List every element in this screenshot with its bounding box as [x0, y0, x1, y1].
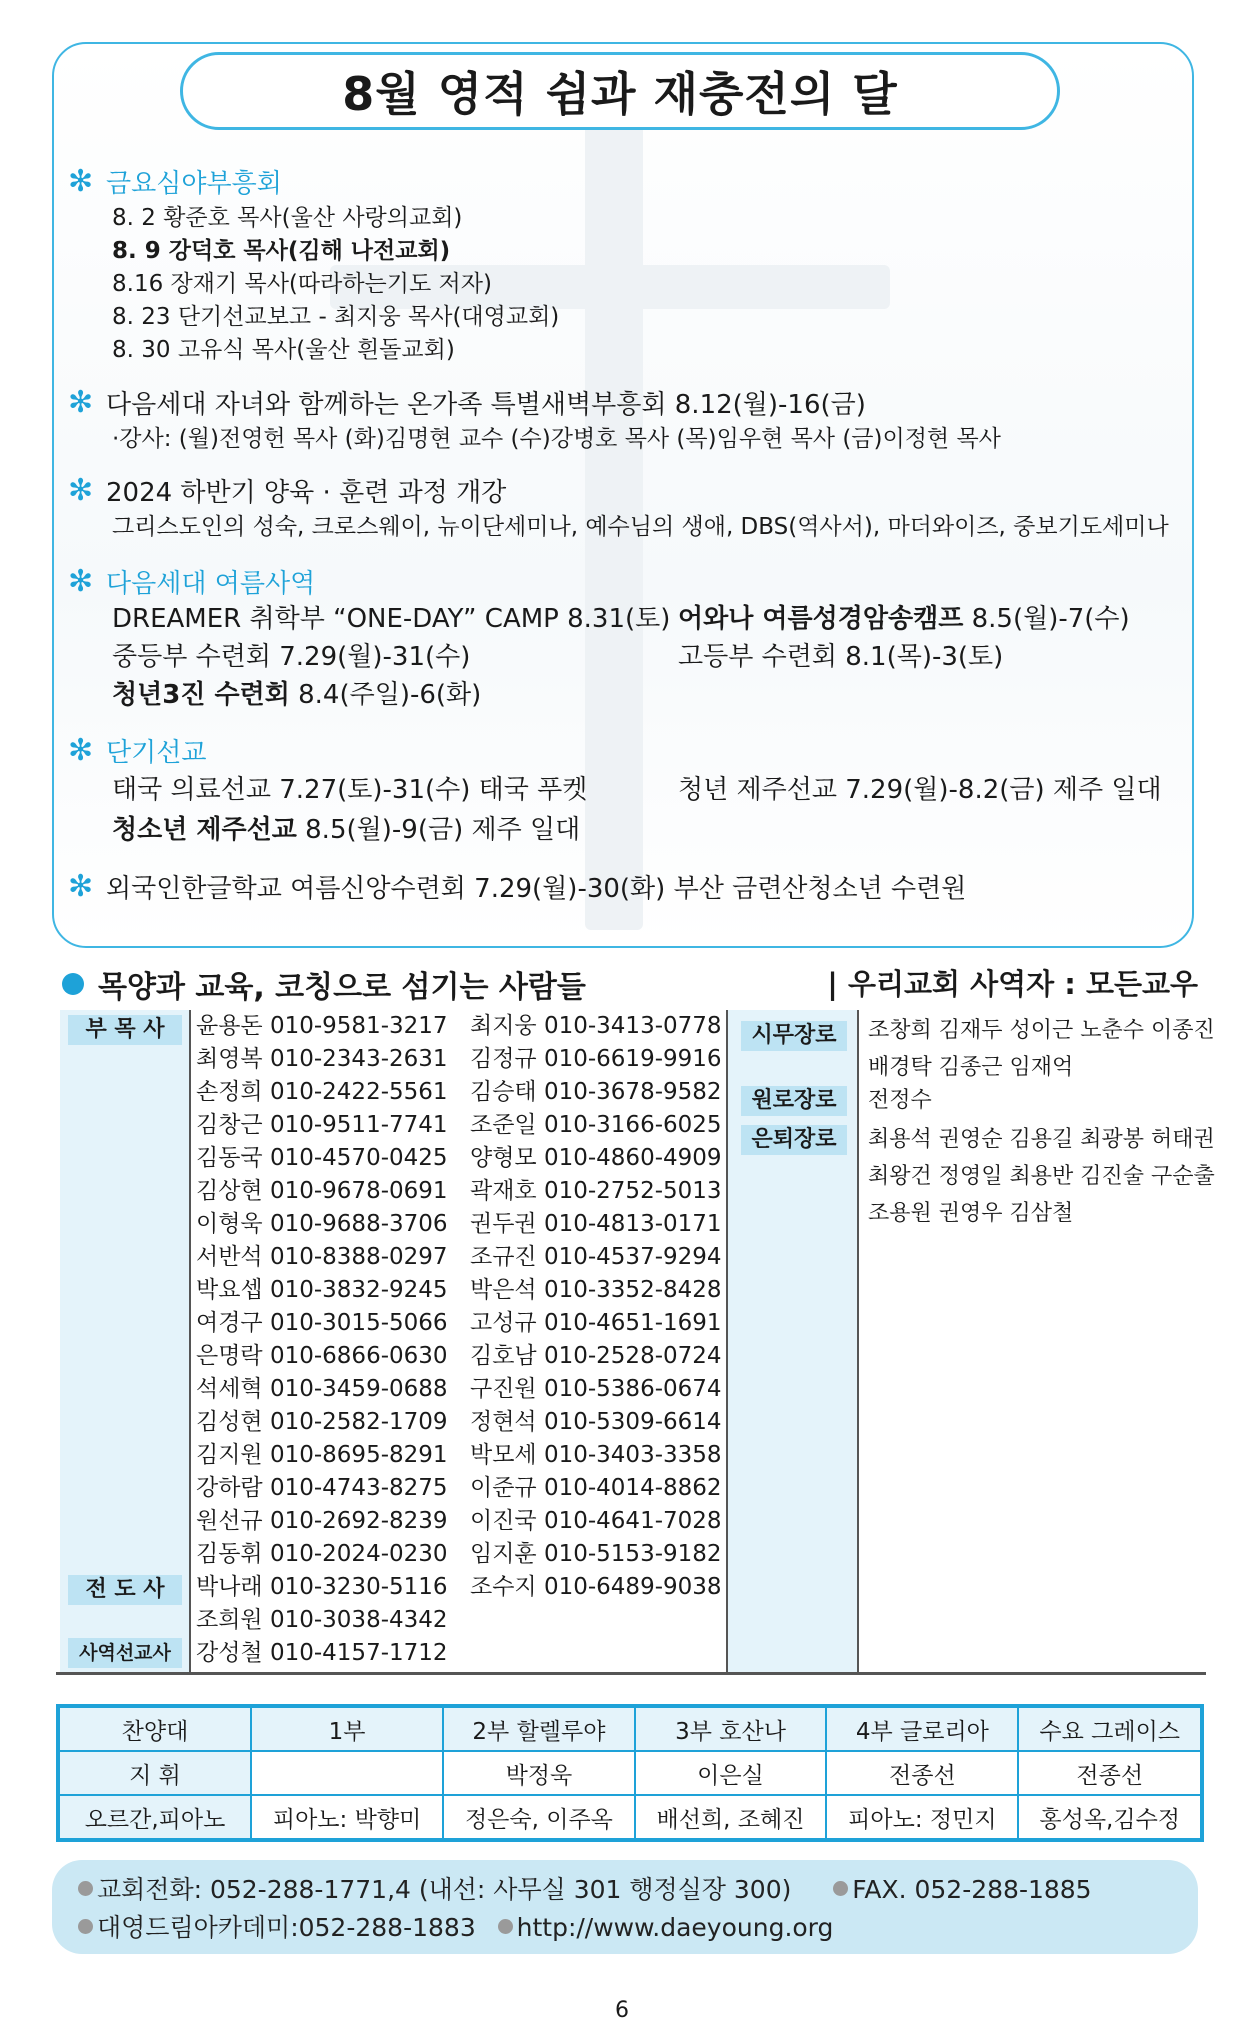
table-cell: [251, 1751, 443, 1795]
staff-entry: 박요셉 010-3832-9245: [196, 1277, 448, 1303]
table-cell: 피아노: 박향미: [251, 1795, 443, 1840]
staff-entry: 김지원 010-8695-8291: [196, 1442, 448, 1468]
label-associate-pastor: 부 목 사: [68, 1015, 182, 1045]
asterisk-icon: ✻: [68, 563, 94, 599]
staff-entry: 석세혁 010-3459-0688: [196, 1376, 448, 1402]
section-heading: 금요심야부흥회: [106, 168, 282, 199]
staff-entry: 김정규 010-6619-9916: [470, 1046, 722, 1072]
footer-line-2: [78, 1908, 833, 1944]
list-item: 청소년 제주선교 8.5(월)-9(금) 제주 일대: [112, 815, 581, 845]
table-cell: 전종선: [826, 1751, 1018, 1795]
page-title: [180, 52, 1060, 130]
staff-list-col1: [196, 1010, 448, 1670]
list-item: 중등부 수련회 7.29(월)-31(수): [112, 642, 471, 672]
website-link[interactable]: http://www.daeyoung.org: [516, 1913, 834, 1942]
staff-entry: 원선규 010-2692-8239: [196, 1508, 448, 1534]
section-missions: [68, 732, 206, 768]
staff-entry: 조수지 010-6489-9038: [470, 1574, 722, 1600]
list-item: 청년 제주선교 7.29(월)-8.2(금) 제주 일대: [678, 775, 1162, 805]
staff-list-col2: [470, 1010, 722, 1604]
label-evangelist: 전 도 사: [68, 1575, 182, 1605]
staff-entry: 정현석 010-5309-6614: [470, 1409, 722, 1435]
staff-entry: 곽재호 010-2752-5013: [470, 1178, 722, 1204]
list-item: 8. 30 고유식 목사(울산 흰돌교회): [112, 337, 455, 363]
staff-entry: 손정희 010-2422-5561: [196, 1079, 448, 1105]
table-cell: 수요 그레이스: [1018, 1706, 1202, 1751]
table-cell: 배선희, 조혜진: [635, 1795, 827, 1840]
list-item: 8. 23 단기선교보고 - 최지웅 목사(대영교회): [112, 304, 560, 330]
staff-entry: 김상현 010-9678-0691: [196, 1178, 448, 1204]
divider: [857, 1010, 859, 1672]
section-detail: ·강사: (월)전영헌 목사 (화)김명현 교수 (수)강병호 목사 (목)임우현 목사 (금)이정현 목사: [112, 426, 1001, 452]
staff-entry: 김창근 010-9511-7741: [196, 1112, 448, 1138]
table-cell: 전종선: [1018, 1751, 1202, 1795]
staff-entry: 최영복 010-2343-2631: [196, 1046, 448, 1072]
staff-entry: 고성규 010-4651-1691: [470, 1310, 722, 1336]
list-item: DREAMER 취학부 “ONE-DAY” CAMP 8.31(토): [112, 604, 671, 634]
table-cell: 홍성옥,김수정: [1018, 1795, 1202, 1840]
staff-entry: 김동국 010-4570-0425: [196, 1145, 448, 1171]
staff-entry: 김호남 010-2528-0724: [470, 1343, 722, 1369]
staff-entry: 김성현 010-2582-1709: [196, 1409, 448, 1435]
staff-entry: 이준규 010-4014-8862: [470, 1475, 722, 1501]
asterisk-icon: ✻: [68, 732, 94, 768]
staff-entry: 이형욱 010-9688-3706: [196, 1211, 448, 1237]
bullet-dot-icon: [498, 1919, 513, 1934]
table-cell: 3부 호산나: [635, 1706, 827, 1751]
staff-entry: 임지훈 010-5153-9182: [470, 1541, 722, 1567]
table-row: [58, 1706, 1202, 1751]
section-detail: 그리스도인의 성숙, 크로스웨이, 뉴이단세미나, 예수님의 생애, DBS(역사서), 마더와이즈, 중보기도세미나: [112, 514, 1169, 540]
personnel-title: 목양과 교육, 코칭으로 섬기는 사람들: [62, 962, 586, 1006]
table-cell: 지 휘: [58, 1751, 251, 1795]
academy-phone-text: 대영드림아카데미:052-288-1883: [97, 1913, 476, 1942]
page-number: 6: [615, 1998, 629, 2023]
label-retired-elder: 은퇴장로: [741, 1125, 847, 1155]
staff-entry: 김승태 010-3678-9582: [470, 1079, 722, 1105]
table-cell: 찬양대: [58, 1706, 251, 1751]
label-missionary: 사역선교사: [68, 1638, 182, 1668]
staff-entry: 박모세 010-3403-3358: [470, 1442, 722, 1468]
staff-entry: 윤용돈 010-9581-3217: [196, 1013, 448, 1039]
list-item: 최왕건 정영일 최용반 김진술 구순출: [868, 1164, 1215, 1189]
staff-entry: 박은석 010-3352-8428: [470, 1277, 722, 1303]
list-item: 어와나 여름성경암송캠프 8.5(월)-7(수): [678, 604, 1130, 634]
asterisk-icon: ✻: [68, 384, 94, 420]
table-cell: 오르간,피아노: [58, 1795, 251, 1840]
asterisk-icon: ✻: [68, 472, 94, 508]
section-heading: 다음세대 여름사역: [106, 568, 316, 599]
table-cell: 4부 글로리아: [826, 1706, 1018, 1751]
staff-entry: 최지웅 010-3413-0778: [470, 1013, 722, 1039]
footer-line-1: [78, 1870, 1092, 1906]
page-title-text: 8월 영적 쉼과 재충전의 달: [342, 67, 898, 121]
list-item: 전정수: [868, 1088, 932, 1113]
staff-entry: 서반석 010-8388-0297: [196, 1244, 448, 1270]
table-cell: 1부: [251, 1706, 443, 1751]
asterisk-icon: ✻: [68, 868, 94, 904]
staff-entry: 박나래 010-3230-5116: [196, 1574, 448, 1600]
asterisk-icon: ✻: [68, 163, 94, 199]
divider: [56, 1672, 1206, 1675]
staff-entry: 이진국 010-4641-7028: [470, 1508, 722, 1534]
label-elder: 시무장로: [741, 1021, 847, 1051]
personnel-right-title: | 우리교회 사역자 : 모든교우: [827, 967, 1198, 1001]
bullet-dot-icon: [78, 1919, 93, 1934]
section-family: [68, 384, 866, 420]
list-item: 조용원 권영우 김삼철: [868, 1201, 1074, 1226]
list-item: 8.16 장재기 목사(따라하는기도 저자): [112, 271, 492, 297]
staff-entry: 은명락 010-6866-0630: [196, 1343, 448, 1369]
senior-elder-names: [868, 1082, 932, 1119]
staff-entry: 강하람 010-4743-8275: [196, 1475, 448, 1501]
fax-text: FAX. 052-288-1885: [852, 1875, 1092, 1904]
section-heading: 2024 하반기 양육 · 훈련 과정 개강: [106, 477, 507, 508]
staff-entry: 김동휘 010-2024-0230: [196, 1541, 448, 1567]
table-cell: 이은실: [635, 1751, 827, 1795]
section-summer: [68, 563, 315, 599]
table-cell: 박정욱: [443, 1751, 635, 1795]
section-heading: 단기선교: [106, 737, 207, 768]
bullet-dot-icon: [62, 973, 84, 995]
table-row: [58, 1751, 1202, 1795]
table-cell: 정은숙, 이주옥: [443, 1795, 635, 1840]
label-senior-elder: 원로장로: [741, 1086, 847, 1116]
choir-table: [56, 1704, 1204, 1842]
table-cell: 피아노: 정민지: [826, 1795, 1018, 1840]
staff-entry: 조준일 010-3166-6025: [470, 1112, 722, 1138]
staff-entry: 조규진 010-4537-9294: [470, 1244, 722, 1270]
label-column-left: [60, 1010, 190, 1672]
bullet-dot-icon: [78, 1881, 93, 1896]
divider: [189, 1010, 191, 1672]
staff-entry: 조희원 010-3038-4342: [196, 1607, 448, 1633]
elder-names: [868, 1012, 1215, 1086]
list-item: 고등부 수련회 8.1(목)-3(토): [678, 642, 1004, 672]
list-item: 최용석 권영순 김용길 최광봉 허태권: [868, 1127, 1215, 1152]
list-item: 배경탁 김종근 임재억: [868, 1055, 1074, 1080]
staff-entry: 여경구 010-3015-5066: [196, 1310, 448, 1336]
section-heading: 다음세대 자녀와 함께하는 온가족 특별새벽부흥회 8.12(월)-16(금): [106, 389, 866, 420]
list-item: 청년3진 수련회 8.4(주일)-6(화): [112, 680, 482, 710]
staff-entry: 강성철 010-4157-1712: [196, 1640, 448, 1666]
bullet-dot-icon: [833, 1881, 848, 1896]
staff-entry: 구진원 010-5386-0674: [470, 1376, 722, 1402]
section-friday: [68, 163, 282, 199]
table-cell: 2부 할렐루야: [443, 1706, 635, 1751]
list-item: 조창희 김재두 성이근 노춘수 이종진: [868, 1018, 1215, 1043]
staff-entry: 권두권 010-4813-0171: [470, 1211, 722, 1237]
list-item: 태국 의료선교 7.27(토)-31(수) 태국 푸켓: [112, 775, 588, 805]
list-item: 8. 2 황준호 목사(울산 사랑의교회): [112, 205, 463, 231]
staff-entry: 양형모 010-4860-4909: [470, 1145, 722, 1171]
list-item: 8. 9 강덕호 목사(김해 나전교회): [112, 238, 451, 264]
section-foreign: [68, 868, 966, 904]
section-training: [68, 472, 506, 508]
table-row: [58, 1795, 1202, 1840]
divider: [726, 1010, 728, 1672]
retired-elder-names: [868, 1121, 1215, 1232]
phone-text: 교회전화: 052-288-1771,4 (내선: 사무실 301 행정실장 300): [97, 1875, 792, 1904]
section-heading: 외국인한글학교 여름신앙수련회 7.29(월)-30(화) 부산 금련산청소년 수련원: [106, 873, 967, 904]
